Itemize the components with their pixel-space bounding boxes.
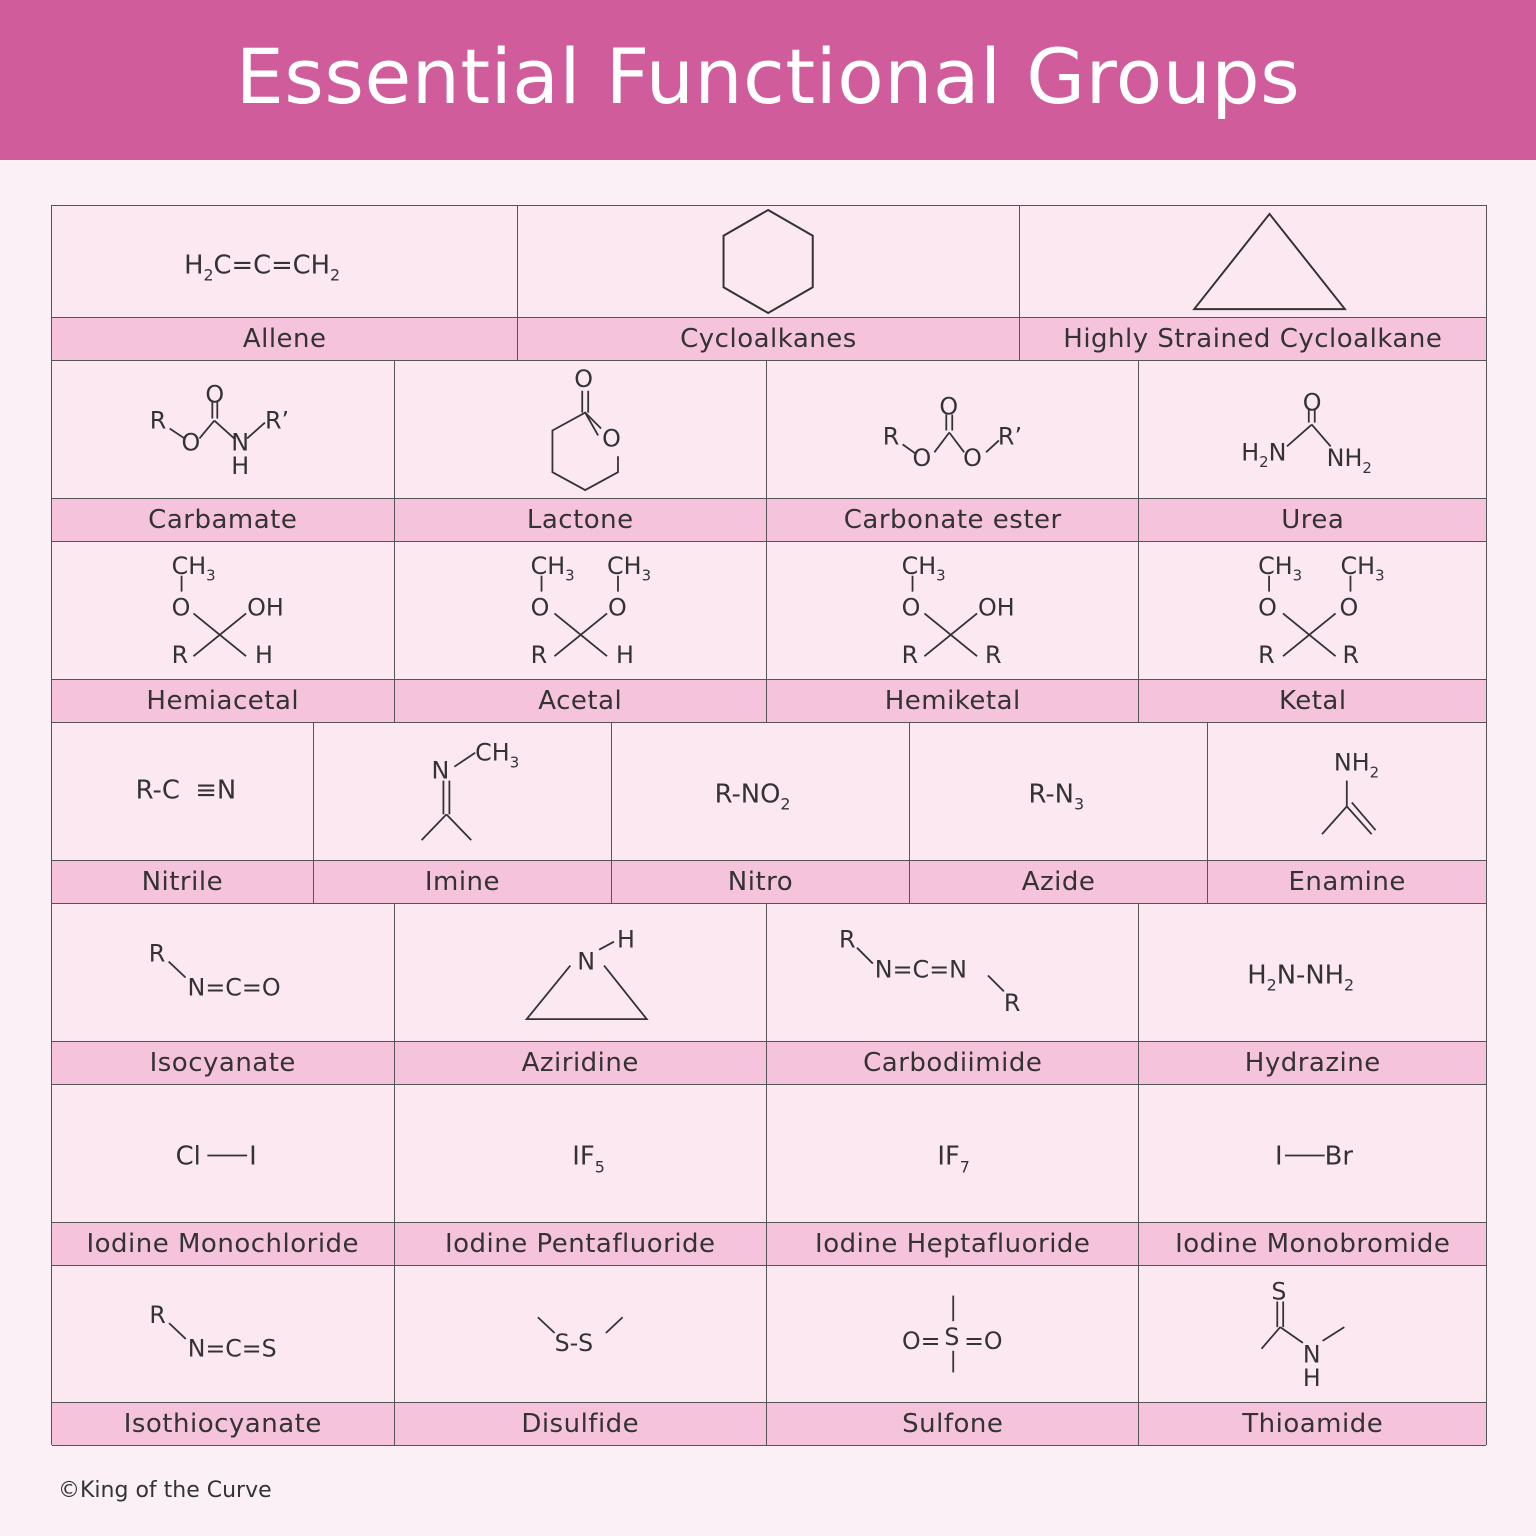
- svg-text:N=C=O: N=C=O: [187, 973, 281, 1002]
- svg-text:R: R: [1343, 641, 1360, 670]
- svg-text:CH3: $CH_3$: [530, 551, 575, 585]
- svg-text:N: N: [576, 947, 595, 976]
- cell-carbamate: [52, 361, 395, 542]
- svg-text:R: R: [149, 1301, 166, 1330]
- svg-text:H: H: [231, 452, 250, 481]
- label-nitro: Nitro: [612, 861, 909, 904]
- cell-acetal: [395, 542, 767, 723]
- grid-row: [52, 1266, 1486, 1446]
- cell-hemiketal: [767, 542, 1139, 723]
- cell-nitro: [612, 723, 910, 904]
- svg-text:R’: R’: [264, 406, 290, 435]
- svg-text:O: O: [181, 428, 201, 457]
- svg-text:=O: =O: [964, 1326, 1003, 1355]
- grid-row: [52, 206, 1486, 361]
- structure-enamine: [1208, 723, 1486, 861]
- svg-text:O: O: [1258, 593, 1278, 622]
- cell-iodine-pentafluoride: [395, 1085, 767, 1266]
- cell-iodine-monobromide: [1139, 1085, 1486, 1266]
- svg-text:N=C=N: N=C=N: [874, 955, 967, 984]
- svg-text:I: I: [249, 1141, 257, 1172]
- cell-iodine-heptafluoride: [767, 1085, 1139, 1266]
- label-hydrazine: Hydrazine: [1139, 1042, 1486, 1085]
- svg-text:OH: OH: [978, 593, 1015, 622]
- svg-text:CH3: $CH_3$: [1258, 551, 1303, 585]
- cell-thioamide: [1139, 1266, 1486, 1446]
- label-sulfone: Sulfone: [767, 1403, 1138, 1446]
- structure-acetal: [395, 542, 766, 680]
- label-hemiacetal: Hemiacetal: [52, 680, 394, 723]
- cell-lactone: [395, 361, 767, 542]
- svg-text:O: O: [901, 593, 921, 622]
- label-thioamide: Thioamide: [1139, 1403, 1486, 1446]
- svg-text:OH: OH: [247, 593, 284, 622]
- label-imine: Imine: [314, 861, 612, 904]
- structure-allene: [52, 206, 517, 318]
- label-urea: Urea: [1139, 499, 1486, 542]
- label-isothiocyanate: Isothiocyanate: [52, 1403, 394, 1446]
- cell-urea: [1139, 361, 1486, 542]
- svg-text:N: N: [431, 756, 449, 785]
- structure-iodine-heptafluoride: [767, 1085, 1138, 1223]
- svg-text:H2C=C=CH2: $H_2C=C=CH_2$: [184, 250, 341, 285]
- label-enamine: Enamine: [1208, 861, 1486, 904]
- structure-imine: [314, 723, 612, 861]
- svg-text:N: N: [231, 428, 250, 457]
- svg-text:IF7: $IF_7$: [937, 1141, 970, 1177]
- label-lactone: Lactone: [395, 499, 766, 542]
- structure-nitro: [612, 723, 909, 861]
- svg-text:H2N: $H_2N$: [1241, 438, 1287, 472]
- cell-carbonate-ester: [767, 361, 1139, 542]
- svg-text:O: O: [1340, 593, 1359, 622]
- svg-text:CH3: $CH_3$: [901, 551, 946, 585]
- svg-text:R: R: [839, 925, 856, 954]
- svg-text:O: O: [1303, 388, 1323, 417]
- svg-text:H: H: [1303, 1364, 1322, 1393]
- svg-text:S-S: S-S: [554, 1328, 593, 1357]
- svg-text:S: S: [944, 1322, 960, 1351]
- cell-nitrile: [52, 723, 314, 904]
- label-highly-strained-cycloalkane: Highly Strained Cycloalkane: [1020, 318, 1486, 361]
- svg-text:O: O: [205, 380, 225, 409]
- svg-text:O: O: [171, 593, 191, 622]
- svg-text:R-C: R-C: [135, 775, 180, 806]
- cell-enamine: [1208, 723, 1486, 904]
- svg-text:Cl: Cl: [175, 1141, 201, 1172]
- svg-text:H: H: [616, 925, 635, 954]
- structure-nitrile: [52, 723, 313, 861]
- svg-text:R: R: [985, 641, 1002, 670]
- cell-highly-strained-cycloalkane: [1020, 206, 1486, 361]
- cell-hydrazine: [1139, 904, 1486, 1085]
- svg-text:R: R: [882, 422, 900, 451]
- svg-text:≡N: ≡N: [195, 775, 237, 806]
- label-iodine-heptafluoride: Iodine Heptafluoride: [767, 1223, 1138, 1266]
- label-carbodiimide: Carbodiimide: [767, 1042, 1138, 1085]
- cell-hemiacetal: [52, 542, 395, 723]
- label-ketal: Ketal: [1139, 680, 1486, 723]
- svg-text:N=C=S: N=C=S: [187, 1334, 277, 1363]
- structure-iodine-pentafluoride: [395, 1085, 766, 1223]
- structure-carbonate-ester: [767, 361, 1138, 499]
- grid-row: [52, 361, 1486, 542]
- svg-text:R: R: [171, 641, 189, 670]
- cell-allene: [52, 206, 518, 361]
- svg-text:IF5: $IF_5$: [571, 1141, 605, 1177]
- grid-row: [52, 723, 1486, 904]
- cell-imine: [314, 723, 613, 904]
- svg-text:H2N-NH2: $H_2N-NH_2$: [1247, 960, 1355, 995]
- structure-isocyanate: [52, 904, 394, 1042]
- label-hemiketal: Hemiketal: [767, 680, 1138, 723]
- svg-text:I: I: [1275, 1141, 1284, 1172]
- label-carbonate-ester: Carbonate ester: [767, 499, 1138, 542]
- svg-text:O: O: [963, 444, 982, 473]
- cell-sulfone: [767, 1266, 1139, 1446]
- grid-row: [52, 542, 1486, 723]
- cell-cycloalkanes: [518, 206, 1019, 361]
- cell-ketal: [1139, 542, 1486, 723]
- cell-isocyanate: [52, 904, 395, 1085]
- structure-azide: [910, 723, 1208, 861]
- svg-text:R-NO2: $R-NO_2$: [714, 779, 791, 814]
- svg-text:CH3: $CH_3$: [474, 738, 519, 772]
- svg-text:O: O: [607, 593, 627, 622]
- copyright-footer: ©King of the Curve: [58, 1478, 272, 1503]
- label-allene: Allene: [52, 318, 517, 361]
- cell-iodine-monochloride: [52, 1085, 395, 1266]
- structure-cycloalkanes: [518, 206, 1018, 318]
- structure-urea: [1139, 361, 1486, 499]
- grid-row: [52, 904, 1486, 1085]
- cell-azide: [910, 723, 1209, 904]
- svg-text:R: R: [901, 641, 919, 670]
- structure-hemiacetal: [52, 542, 394, 680]
- label-cycloalkanes: Cycloalkanes: [518, 318, 1018, 361]
- structure-iodine-monochloride: [52, 1085, 394, 1223]
- svg-text:N: N: [1303, 1340, 1322, 1369]
- svg-text:O: O: [601, 424, 621, 453]
- cell-disulfide: [395, 1266, 767, 1446]
- structure-disulfide: [395, 1266, 766, 1403]
- svg-text:NH2: $NH_2$: [1334, 748, 1380, 782]
- svg-text:CH3: $CH_3$: [606, 551, 651, 585]
- structure-ketal: [1139, 542, 1486, 680]
- svg-text:H: H: [615, 641, 634, 670]
- svg-text:R: R: [1258, 641, 1276, 670]
- cell-isothiocyanate: [52, 1266, 395, 1446]
- svg-text:H: H: [255, 641, 273, 670]
- cell-carbodiimide: [767, 904, 1139, 1085]
- svg-text:R: R: [148, 939, 166, 968]
- structure-carbamate: [52, 361, 394, 499]
- svg-text:O: O: [939, 392, 959, 421]
- functional-group-grid: [51, 205, 1487, 1445]
- svg-text:R: R: [530, 641, 547, 670]
- structure-iodine-monobromide: [1139, 1085, 1486, 1223]
- structure-hemiketal: [767, 542, 1138, 680]
- page-title: Essential Functional Groups: [235, 32, 1301, 121]
- svg-text:O=: O=: [901, 1326, 941, 1355]
- label-nitrile: Nitrile: [52, 861, 313, 904]
- structure-lactone: [395, 361, 766, 499]
- svg-text:O: O: [530, 593, 549, 622]
- label-acetal: Acetal: [395, 680, 766, 723]
- svg-text:R-N3: $R-N_3$: [1028, 779, 1084, 814]
- grid-row: [52, 1085, 1486, 1266]
- svg-text:O: O: [573, 364, 593, 393]
- svg-text:R’: R’: [997, 422, 1023, 451]
- label-carbamate: Carbamate: [52, 499, 394, 542]
- structure-cyclopropane: [1020, 206, 1486, 318]
- label-iodine-monobromide: Iodine Monobromide: [1139, 1223, 1486, 1266]
- label-azide: Azide: [910, 861, 1208, 904]
- structure-hydrazine: [1139, 904, 1486, 1042]
- structure-isothiocyanate: [52, 1266, 394, 1403]
- title-banner: [0, 0, 1536, 160]
- structure-sulfone: [767, 1266, 1138, 1403]
- svg-text:R: R: [1003, 989, 1021, 1018]
- svg-text:NH2: $NH_2$: [1327, 444, 1373, 478]
- svg-text:CH3: $CH_3$: [1341, 551, 1386, 585]
- label-isocyanate: Isocyanate: [52, 1042, 394, 1085]
- svg-text:Br: Br: [1325, 1141, 1354, 1172]
- svg-text:O: O: [912, 444, 932, 473]
- label-aziridine: Aziridine: [395, 1042, 766, 1085]
- label-iodine-pentafluoride: Iodine Pentafluoride: [395, 1223, 766, 1266]
- label-disulfide: Disulfide: [395, 1403, 766, 1446]
- cell-aziridine: [395, 904, 767, 1085]
- svg-text:R: R: [149, 406, 167, 435]
- structure-aziridine: [395, 904, 766, 1042]
- svg-text:S: S: [1271, 1277, 1287, 1306]
- structure-thioamide: [1139, 1266, 1486, 1403]
- structure-carbodiimide: [767, 904, 1138, 1042]
- svg-text:CH3: $CH_3$: [171, 551, 216, 585]
- label-iodine-monochloride: Iodine Monochloride: [52, 1223, 394, 1266]
